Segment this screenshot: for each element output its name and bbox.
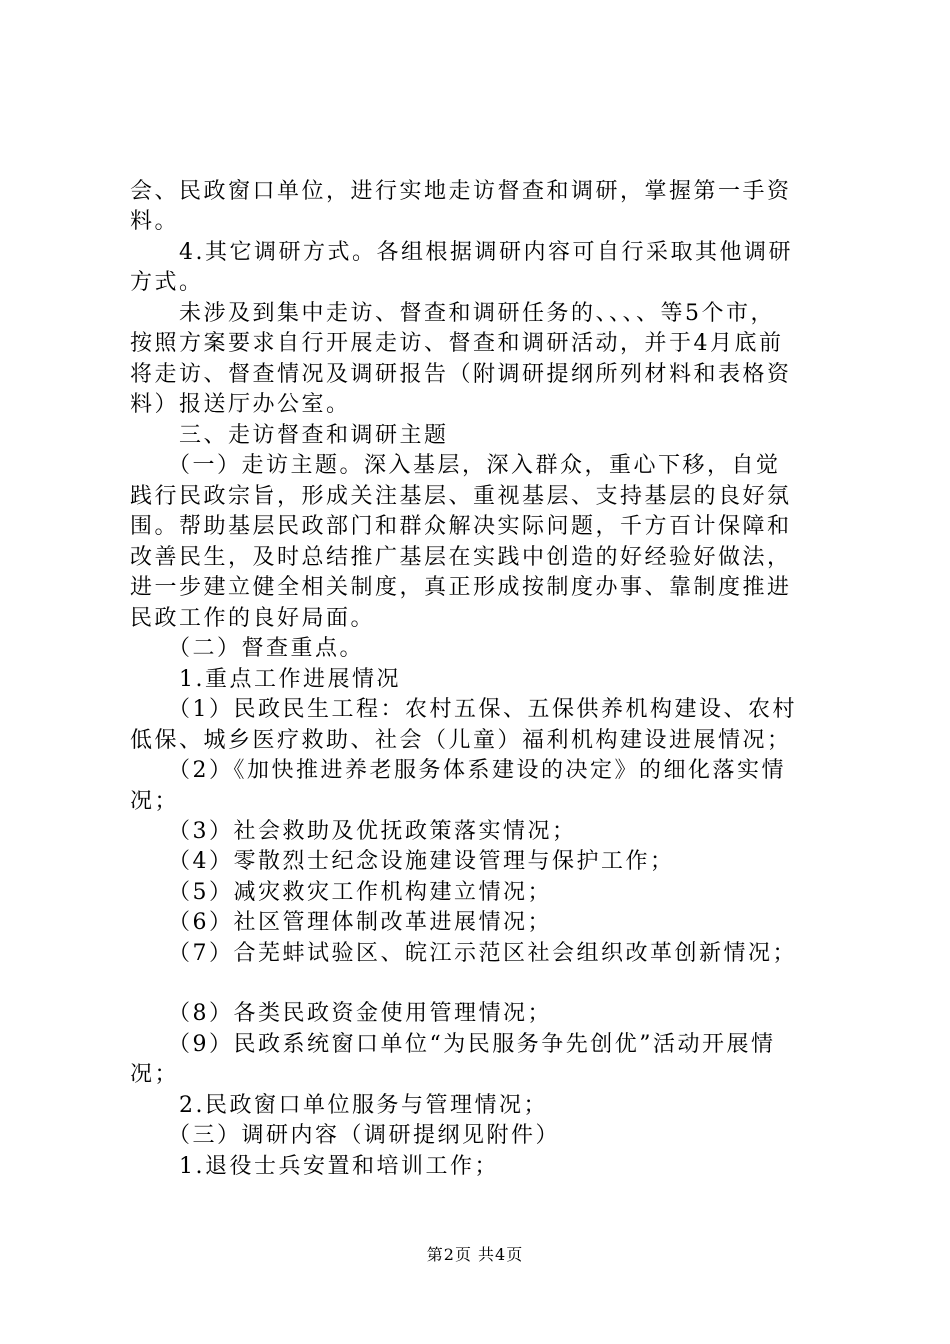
paragraph-line: 会、民政窗口单位，进行实地走访督查和调研，掌握第一手资 xyxy=(130,179,792,204)
list-item: （2）《加快推进养老服务体系建设的决定》的细化落实情 xyxy=(130,758,786,783)
paragraph-line: （一）走访主题。深入基层，深入群众，重心下移，自觉 xyxy=(130,453,781,478)
list-item: 1.退役士兵安置和培训工作； xyxy=(130,1154,499,1179)
list-item: 1.重点工作进展情况 xyxy=(130,667,401,692)
list-item: 况； xyxy=(130,789,180,814)
paragraph-line: 践行民政宗旨，形成关注基层、重视基层、支持基层的良好氛 xyxy=(130,484,792,509)
section-heading: 三、走访督查和调研主题 xyxy=(130,423,449,448)
list-item: （1）民政民生工程：农村五保、五保供养机构建设、农村 xyxy=(130,697,797,722)
list-item: （8）各类民政资金使用管理情况； xyxy=(130,1001,552,1026)
paragraph-line: 料。 xyxy=(130,209,180,234)
page-footer: 第2页 共4页 xyxy=(426,1245,524,1264)
list-item: 2.民政窗口单位服务与管理情况； xyxy=(130,1093,548,1118)
list-item: （4）零散烈士纪念设施建设管理与保护工作； xyxy=(130,849,675,874)
paragraph-line: 方式。 xyxy=(130,270,204,295)
subsection-heading: （三）调研内容（调研提纲见附件） xyxy=(130,1123,561,1148)
paragraph-line: 将走访、督查情况及调研报告（附调研提纲所列材料和表格资 xyxy=(130,362,792,387)
list-item: （6）社区管理体制改革进展情况； xyxy=(130,910,552,935)
paragraph-line: 未涉及到集中走访、督查和调研任务的、、、、等5个市， xyxy=(130,301,775,326)
list-item: 况； xyxy=(130,1062,180,1087)
list-item: 低保、城乡医疗救助、社会（儿童）福利机构建设进展情况； xyxy=(130,728,792,753)
paragraph-line: 按照方案要求自行开展走访、督查和调研活动，并于4月底前 xyxy=(130,331,784,356)
paragraph-line: 进一步建立健全相关制度，真正形成按制度办事、靠制度推进 xyxy=(130,575,792,600)
paragraph-line: 4.其它调研方式。各组根据调研内容可自行采取其他调研 xyxy=(130,240,793,265)
paragraph-line: 民政工作的良好局面。 xyxy=(130,606,376,631)
list-item: （5）减灾救灾工作机构建立情况； xyxy=(130,880,552,905)
paragraph-line: 料）报送厅办公室。 xyxy=(130,392,351,417)
paragraph-line: 围。帮助基层民政部门和群众解决实际问题，千方百计保障和 xyxy=(130,514,792,539)
list-item: （7）合芜蚌试验区、皖江示范区社会组织改革创新情况； xyxy=(130,941,797,966)
list-item: （9）民政系统窗口单位“为民服务争先创优”活动开展情 xyxy=(130,1032,776,1057)
list-item: （3）社会救助及优抚政策落实情况； xyxy=(130,819,577,844)
subsection-heading: （二）督查重点。 xyxy=(130,636,365,661)
paragraph-line: 改善民生，及时总结推广基层在实践中创造的好经验好做法， xyxy=(130,545,792,570)
